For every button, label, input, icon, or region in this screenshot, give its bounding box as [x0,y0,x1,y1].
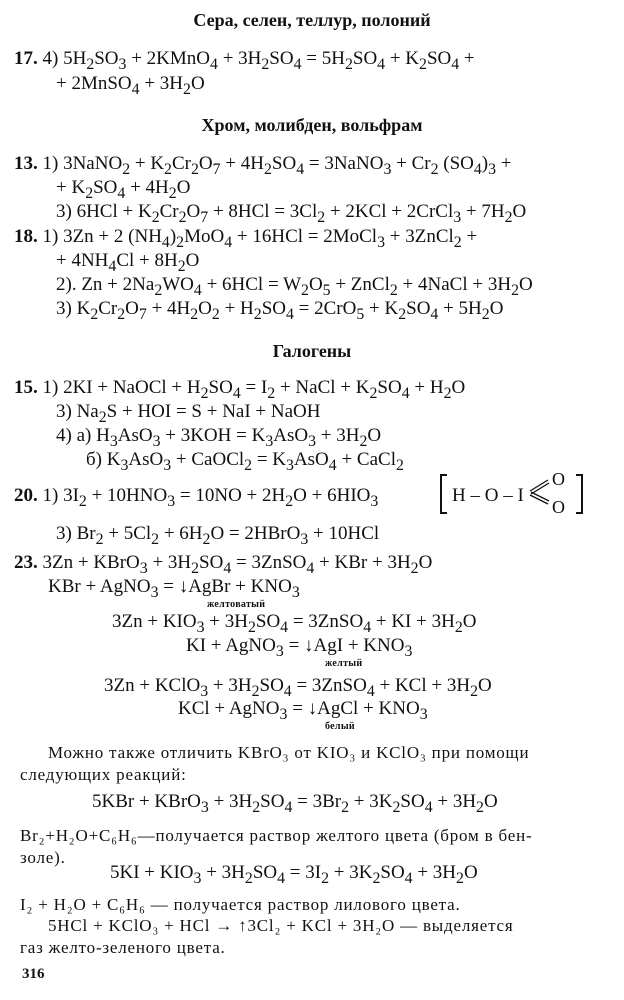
paragraph-distinguish-1: Можно также отличить KBrO₃ от KIO₃ и KClO₃ при помощи [48,743,530,762]
paragraph-chlorine-1: 5HCl + KClO₃ + HCl → ↑3Cl₂ + KCl + 3H₂O — выделяется [48,916,514,935]
equation-23-f: KCl + AgNO$_3$ = ↓AgCl + $KNO_3$ [178,698,428,723]
equation-13-1-line-1: 13. 1) 3NaNO$_2$ + $K_2Cr_2O_7 + 4H_2SO_4$ = 3NaNO$_3$ + $Cr_2$ $(SO_4)_3$ + [14,153,512,178]
equation-23-a: 23. 3Zn + KBrO$_3$ + $3H_2SO_4$ = 3ZnSO$_4$ + KBr + $3H_2O$ [14,552,433,577]
page-number: 316 [22,966,45,982]
structure-bracket-left [440,474,447,514]
equation-15-4a: 4) а) $H_3AsO_3 + 3KOH = K_3AsO_3 + 3H_2O$ [56,425,382,450]
problem-number-18: 18. [14,226,38,247]
note-yellowish: желтоватый [207,599,266,610]
hio3-structure-chain: H – O – I [452,485,524,506]
equation-15-4b: б) $K_3AsO_3$ + CaOCl$_2$ = $K_3AsO_4$ + CaCl$_2$ [86,449,404,474]
equation-20-3: 3) $Br_2 + 5Cl_2 + 6H_2O$ = 2HBrO$_3$ + 10HCl [56,523,380,548]
equation-23-d: KI + AgNO$_3$ = ↓AgI + $KNO_3$ [186,635,413,660]
paragraph-iodine: I₂ + H₂O + C₆H₆ — получается раствор лилового цвета. [20,895,461,914]
hio3-oxygen-top: O [552,469,565,489]
equation-13-1-line-2: + $K_2SO_4 + 4H_2O$ [56,177,191,202]
equation-18-1-line-1: 18. 1) 3Zn + 2 $(NH_4)_2MoO_4 + 16HCl$ = 2MoCl$_3$ + 3ZnCl$_2$ + [14,226,478,251]
section-heading-chromium: Хром, молибден, вольфрам [201,115,423,135]
problem-number-15: 15. [14,377,38,398]
structure-bracket-right [576,474,583,514]
note-white: белый [325,721,355,732]
paragraph-bromine-2: золе). [20,848,66,867]
section-heading-halogens: Галогены [272,341,352,361]
equation-17-line-2: + 2MnSO$_4$ + $3H_2O$ [56,73,205,98]
problem-number-13: 13. [14,153,38,174]
section-heading-sulfur: Сера, селен, теллур, полоний [193,10,431,30]
equation-18-1-line-2: + $4NH_4Cl + 8H_2O$ [56,250,200,275]
equation-13-3: 3) $6HCl + K_2Cr_2O_7 + 8HCl = 3Cl_2 + 2KCl$ + 2CrCl$_3$ + $7H_2O$ [56,201,527,226]
equation-15-1: 15. 1) 2KI + NaOCl + $H_2SO_4 = I_2$ + NaCl + $K_2SO_4 + H_2O$ [14,377,466,402]
equation-23-e: 3Zn + KClO$_3$ + $3H_2SO_4$ = 3ZnSO$_4$ + KCl + $3H_2O$ [104,675,492,700]
hio3-oxygen-bottom: O [552,497,565,517]
equation-20-1: 20. 1) $3I_2 + 10HNO_3 = 10NO + 2H_2O + 6HIO_3$ [14,485,379,510]
equation-23-c: $3Zn + KIO_3 + 3H_2SO_4$ = 3ZnSO$_4$ + KI + $3H_2O$ [112,611,477,636]
equation-15-3: 3) $Na_2S$ + HOI = S + NaI + NaOH [56,401,321,426]
problem-number-17: 17. [14,48,38,69]
paragraph-chlorine-2: газ желто-зеленого цвета. [20,938,226,957]
paragraph-bromine-1: Br₂+H₂O+C₆H₆—получается раствор желтого цвета (бром в бен- [20,826,533,845]
equation-23-b: KBr + AgNO$_3$ = ↓AgBr + $KNO_3$ [48,576,300,601]
equation-ki-kio3: $5KI + KIO_3 + 3H_2SO_4 = 3I_2 + 3K_2SO_4 + 3H_2O$ [110,862,478,887]
problem-number-23: 23. [14,552,38,573]
problem-number-20: 20. [14,485,38,506]
equation-18-3: 3) $K_2Cr_2O_7 + 4H_2O_2 + H_2SO_4 = 2CrO_5 + K_2SO_4 + 5H_2O$ [56,298,504,323]
equation-kbr-kbro3: 5KBr + KBrO$_3$ + $3H_2SO_4 = 3Br_2 + 3K_2SO_4 + 3H_2O$ [92,791,498,816]
paragraph-distinguish-2: следующих реакций: [20,765,187,784]
equation-18-2: 2). $Zn + 2Na_2WO_4 + 6HCl = W_2O_5$ + ZnCl$_2$ + 4NaCl + $3H_2O$ [56,274,533,299]
note-yellow: желтый [325,658,363,669]
hio3-double-bonds [528,474,574,512]
equation-17-line-1: 17. 4) $5H_2SO_3$ + 2KMnO$_4$ + $3H_2SO_4 = 5H_2SO_4 + K_2SO_4$ + [14,48,475,73]
